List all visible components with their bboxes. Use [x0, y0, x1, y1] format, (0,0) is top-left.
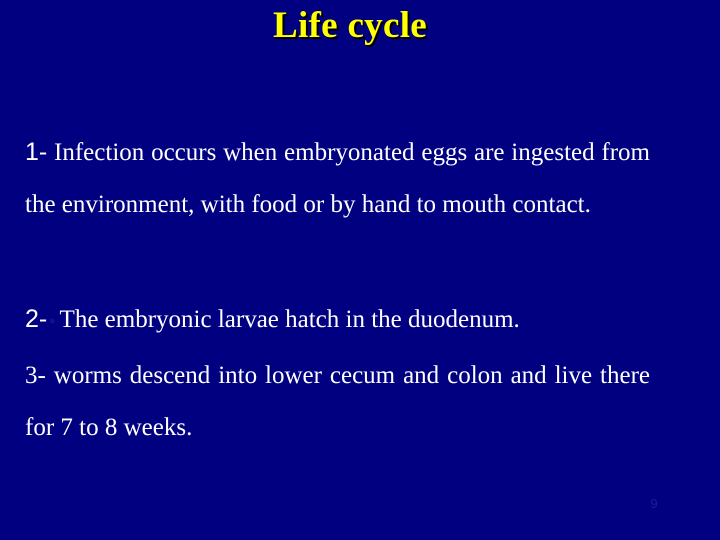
- bullet-icon: •: [49, 311, 56, 331]
- step-number: 2-: [25, 305, 48, 333]
- step-number: 3-: [25, 362, 46, 389]
- life-cycle-step-3: [25, 350, 650, 454]
- step-text: Infection occurs when embryonated eggs are ingested from the environment, with food or by hand to mouth contact.: [25, 139, 650, 218]
- step-text: The embryonic larvae hatch in the duodenum.: [59, 306, 520, 333]
- step-text: worms descend into lower cecum and colon and live there for 7 to 8 weeks.: [25, 362, 650, 441]
- slide-title: Life cycle: [273, 5, 427, 46]
- life-cycle-step-2: [25, 293, 650, 347]
- life-cycle-step-1: [25, 126, 650, 231]
- page-number: 9: [650, 496, 658, 511]
- step-number: 1-: [25, 138, 48, 166]
